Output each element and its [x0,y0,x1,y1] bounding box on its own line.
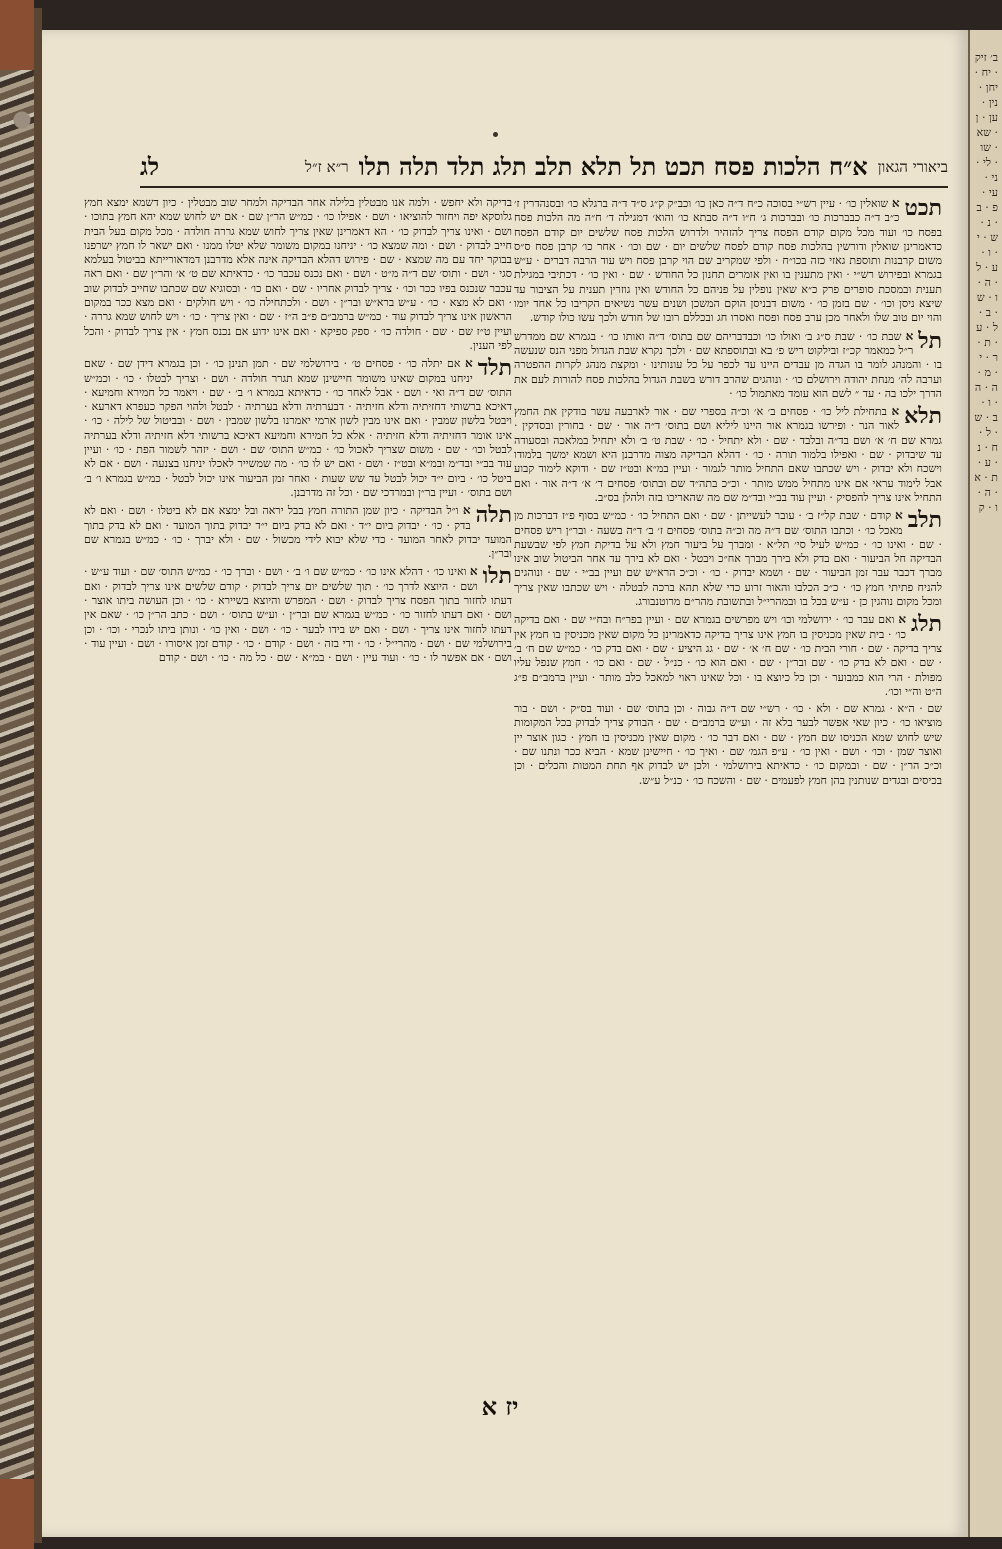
commentary-section [84,503,512,561]
commentary-section [84,564,512,665]
cover-board [34,8,42,1543]
right-column [514,196,942,1384]
section-seif-label: א [894,508,903,523]
running-title: ביאורי הגאון [877,157,948,176]
left-column [84,196,512,1384]
section-text: שואלין כו׳ · עיין רש״י בסוכה כ״ח ד״ה כאן כו׳ וכב״ק ק״ג ס״ד ד״ה ברגלא כו׳ ובסנהדרין ז׳ כ״ב ד״ה כבברכות כו׳ ובברכות ג׳ ח״ו ד״ה סבתא כו׳ והוא׳ דמגילה ד׳ ח״ה מה הלכות פסח בפסח כו׳ ועוד מכל מקום קודם הפסח צריך להזהיר ולדרוש הלכות פסח שלשים יום קודם הפסח כדאמרינן שואלין ודורשין בהלכות פסח קודם לפסח שלשים יום · שם וכו׳ · אחר כו׳ קרבן פסח ס״ס משום קרבנות ותוספת גאזי כזה בכו״ח · ולפי שמקריב שם הוי קרבן פסח ויש עוד הרבה דברים · ע״ש בגמרא ובפירוש רש״י · ואין מתענין בו ואין אומרים תחנון כל החודש · שם · ואין כו׳ · דכתיבי במגילת תענית ובמסכת סופרים פרק כ״א שאין נופלין על פניהם כל החודש ואין גוזרין תענית על הציבור עד שיצא ניסן וכו׳ · שם בזמן כו׳ · משום דבניסן הוקם המשכן ושנים עשר נשיאים הקריבו כל אחד יומו והוי יום טוב שלו ולאחר מכן ערב פסח ופסח ואסרו חג ובכללם רובו של חודש ולכך עשו כולו קודש. [514,197,942,325]
header-author: ר״א ז״ל [304,157,349,176]
commentary-section [514,329,942,401]
commentary-section [84,196,512,353]
section-seif-label: א [465,356,473,371]
section-text: ואינו כו׳ · דהלא אינו כו׳ · כמ״ש שם ו׳ ב׳ · ושם · וברך כו׳ · כמ״ש התוס׳ שם · ועוד ע״ש · ושם · היוצא לדרך כו׳ · תוך שלשים יום צריך לבדוק · קודם שלשים אינו צריך לבדוק · ואם דעתו לחזור בתוך הפסח צריך לבדוק · ושם · המפרש והיוצא בשיירא · כו׳ · וכן העושה ביתו אוצר · ושם · ואם דעתו לחזור כו׳ · כמ״ש בגמרא שם ובר״ן · וע״ש בתוס׳ · ושם · כתב הר״ן כו׳ · שאם אין דעתו לחזור אינו צריך · ושם · ואם יש בידו לבער · כו׳ · ושם · ואין כו׳ · ונותן ביתו לנכרי · וכו׳ · וכן בירושלמי שם · ושם · מהרי״ל · כו׳ · ודי בזה · ושם · קודם · כו׳ · קודם זמן איסורו · ושם · ועיין עוד · ושם · אם אפשר לו · כו׳ · ועוד עיין · ושם · במ״א · שם · כל מה · כו׳ · ושם · קודם [84,565,512,665]
section-siman-number: תלד [477,355,512,382]
section-siman-number: תל [918,327,942,354]
leather-corner-top [0,0,34,70]
section-seif-label: א [905,328,914,343]
section-text: קודם · שבת קל״ז ב׳ · עובר לעשייתן · שם · ואם התחיל כו׳ · כמ״ש בסוף פ״ז דברכות מן מאכל כו׳ · וכתבו התוס׳ שם ד״ה מה וכ״ה בתוס׳ פסחים ז׳ ב׳ ד״ה בשעה · ובר״ן ריש פסחים · שם · ואינו כו׳ · כמ״ש לעיל סי׳ תל״א · ומברך על ביעור חמץ ולא על בדיקת חמץ לפי שבשעת הבדיקה חל הביעור · ואם בדק ולא בירך מברך אח״כ ויבטל · ואם לא בירך עד אחר הביטול שוב אינו מברך דכבר עבר זמן הביעור · שם · ושמא יבדוק · כו׳ · וכ״כ הרא״ש שם ועיין בב״י · שם · ונוהגים להניח פתיתי חמץ כו׳ · כ״כ הכלבו והאור זרוע כדי שלא תהא ברכה לבטלה · ויש שכתבו שאין צריך ומכל מקום נוהגין כן · ע״ש בכל בו ובמהרי״ל ובתשובת מהר״ם מרוטנבורג. [514,509,942,609]
section-text: אם יתלה כו׳ · פסחים ט׳ · בירושלמי שם · תמן תנינן כו׳ · וכן בגמרא דידן שם · שאם יניחנו במקום שאינו משומר חיישינן שמא תגרר חולדה · ושם · וצריך לבטלו · כו׳ · וכמ״ש התוס׳ שם ד״ה ואי · ושם · אבל לאחר כו׳ · כדאיתא בגמרא ו׳ ב׳ · שם · ויאמר כל חמירא וחמיעא · דאיכא ברשותי דחזיתיה ודלא חזיתיה · דבערתיה ודלא בערתיה · לבטל ולהוי הפקר כעפרא דארעא · ויבטל בלשון שמבין · ואם אינו מבין לשון ארמי יאמרנו בלשון שמבין · ושם · ובביטול של לילה · כו׳ · אינו אומר דחזיתיה ודלא חזיתיה · אלא כל חמירא וחמיעא דאיכא ברשותי דלא חזיתיה ודלא בערתיה לבטל וכו׳ · שם · משום שצריך לאכול כו׳ · כמ״ש התוס׳ שם · ושם · יזהר לשמור הפת · כו׳ · ועיין עוד בב״י ובד״מ ובמ״א ובט״ז · ושם · ואם יש לו כו׳ · מה שמשייר לאכלו יניחנו בצנעה · ושם · אם לא ביטל כו׳ · ביום י״ד יכול לבטל עד שש שעות · ואחר זמן הביעור אינו יכול לבטל · כמ״ש בגמרא ו׳ ב׳ ושם בתוס׳ · ועיין בר״ן ובמרדכי שם · וכל זה מדרבנן. [84,357,512,499]
facing-page-edge [968,30,1002,1537]
section-text: שם · ה״א · גמרא שם · ולא · כו׳ · רש״י שם ד״ה גבוה · וכן בתוס׳ שם · ועוד בס״ק · ושם · בור מוציאו כו׳ · כיון שאי אפשר לבער בלא זה · וע״ש ברמב״ם · שם · הבודק צריך לבדוק בכל המקומות שיש לחוש שמא הכניסו שם חמץ · שם · ואם דבר כו׳ · מקום שאין מכניסין בו חמץ · כגון אוצר יין ואוצר שמן · וכו׳ · ושם · ואין כו׳ · ע״פ הגמ׳ שם · ואיך כו׳ · חיישינן שמא · הביא ככר ונתנו שם · וכ״כ הר״ן · שם · ובמקום כו׳ · כדאיתא בירושלמי · ולכן יש לבדוק אף תחת המטות והכלים · וכן בכיסים ובגדים שנותנין בהן חמץ לפעמים · שם · והשכח כו׳ · כנ״ל ע״ש. [514,702,942,787]
section-text: שבת כו׳ · שבת ס״ג ב׳ ואולו כו׳ וכבדבריהם שם בתוס׳ ד״ה ואותו כו׳ · בגמרא שם ממדרש ר״ל כמאמר קכ״ז ובילקוט ריש פ׳ בא ובתוספתא שם · ולכך נקרא שבת הגדול מפני הנס שנעשה בו · והמנהג לומר בו הגדה מן עבדים היינו עד לכפר על כל עונותינו · ומקצת מנהג לקרות ההפטרה וערבה לה׳ מנחת יהודה וירושלם כו׳ · ונוהגים שהרב דורש בשבת הגדול בהלכות פסח להורות לעם את הדרך ילכו בה · עד ״ לשם הוא עומד מאתמול כו׳ · [514,329,942,400]
section-siman-number: תלב [907,507,942,534]
marbled-spine [0,0,34,1549]
section-text: ואם עבר כו׳ · ירושלמי וכו׳ ויש מפרשים בגמרא שם · ועיין בפר״ח ובח״י שם · ואם בדיקה כו׳ · בית שאין מכניסין בו חמץ אינו צריך בדיקה כדאמרינן כל מקום שאין מכניסין בו חמץ אין צריך בדיקה · שם · חורי הבית כו׳ · שם ח׳ א׳ · שם · גג היציע · שם · ואם בדק כו׳ · כמ״ש שם ח׳ ב׳ · שם · ואם לא בדק כו׳ · שם ובר״ן · שם · ואם הוא כו׳ · כנ״ל · שם · ואם כו׳ · חמץ שנפל עליו מפולת · הרי הוא כמבוער · וכן כל כיוצא בו · וכל שאינו ראוי למאכל כלב מותר · ועיין ברמב״ם פ״ג ה״ט וה״י וכו׳. [514,613,942,698]
commentary-section [514,702,942,788]
page-dot-mark [493,132,498,137]
section-text: ו״ל הבדיקה · כיון שמן התורה חמץ בבל יראה ובל ימצא אם לא ביטלו · ושם · ואם לא בדק · כו׳ · יבדוק ביום י״ד · ואם לא בדק ביום י״ד יבדוק בתוך המועד · ואם לא בדק בתוך המועד יבדוק לאחר המועד · כדי שלא יבוא לידי מכשול · שם · ולא יברך · כו׳ · כמ״ש בגמרא שם ובר״ן. [84,504,512,561]
facing-page-text: ב׳ זיק · יח · יחן · נין · ען · ן · שא · שו · לי · ני · עי · פ · ב · נ · ש · י · ו · ע · ל · ה · ו · ש · ב · ל · ע · ת · ר · י · מ · ה · ה · ו · ב · ש · ל · ח · נ · ע · ת · א · ה · ו · ק [970,51,998,514]
commentary-section [514,404,942,505]
section-seif-label: א [462,503,471,518]
section-seif-label: א [898,612,907,627]
section-siman-number: תלג [911,611,942,638]
section-siman-number: תכט [904,195,942,221]
commentary-section [514,196,942,326]
leather-corner-bottom [0,1479,34,1549]
commentary-section [84,356,512,500]
page-number: לג [140,152,160,181]
signature-mark: יז א [481,1392,519,1421]
section-seif-label: א [469,564,478,579]
section-siman-number: תלו [482,563,512,590]
section-seif-label: א [891,404,900,419]
section-text: בתחילת ליל כו׳ · פסחים ב׳ א׳ וכ״ה בספרי שם · אור לארבעה עשר בודקין את החמץ לאור הנר · ופירשו בגמרא אור היינו ליליא ושם בתוס׳ ד״ה אור · שם · בחורין ובסדקין · גמרא שם ח׳ א׳ ושם בד״ה ובלבד · שם · ולא יתחיל · כו׳ · שבת ט׳ ב׳ ולא יתחיל במלאכה ובסעודה עד שיבדוק · שם · ואפילו בלמוד תורה · כו׳ · דהלא הבדיקה מצוה מדרבנן היא ושמא ימשך בלמודו וישכח ולא יבדוק · ויש שכתבו שאם התחיל מותר לגמור · ועיין במ״א ובט״ז שם · ודוקא לימוד קבוע אבל לימוד עראי אם אינו מתחיל ממש מותר · וכ״כ בתה״ד שם ובתוס׳ פסחים ד׳ א׳ ד״ה אור · ואם התחיל אינו צריך להפסיק · ועיין עוד בב״י ובד״מ שם מה שהאריכו בזה ולהלן בס״ב. [514,405,942,504]
running-header [140,148,948,188]
section-text: בדיקה ולא יחפש · ולמה אנו מבטלין בלילה אחר הבדיקה ולמחר שוב מבטלין · כיון דשמא ימצא חמץ גלוסקא יפה ויחזור להוציאו · ושם · אפילו כו׳ · כמ״ש הר״ן שם · אם יש לחוש שמא יהא חמץ בתוכו · ושם · ואינו צריך לבדוק כו׳ · הא דאמרינן שאין צריך לחוש שמא גררה חולדה · מכל מקום בעל הבית חייב לבדוק · ושם · ומה שמצא כו׳ · יניחנו במקום משומר שלא יטלו ממנו · ואם ישאר לו חמץ ישרפנו בבוקר יחד עם מה שמצא · שם · פירוש דהלא הבדיקה אינה אלא מדרבנן דמדאורייתא בביטול בעלמא סגי · ושם · ותוס׳ שם ד״ה מ״ט · ושם · ואם נכנס עכבר כו׳ · כדאיתא שם ט׳ א׳ והר״ן שם · ואם ראה עכבר שנכנס בפיו ככר וכו׳ · צריך לבדוק אחריו · שם · ואם כו׳ · ובסוגיא שם שכתבו שחייב לבדוק שוב · ואם לא מצא · כו׳ · ע״ש ברא״ש ובר״ן · ושם · ולכתחילה כו׳ · ויש חולקים · ואם מצא ככר במקום הראשון אינו צריך לבדוק עוד · כמ״ש ברמב״ם פ״ב ה״ז · שם · ואין צריך · כו׳ · ויש לחוש שמא גררה · ועיין ט״ז שם · שם · חולדה כו׳ · ספק ספיקא · ואם אינו ידוע אם נכנס חמץ · אין צריך לבדוק · והכל לפי הענין. [84,196,512,352]
commentary-section [514,612,942,699]
section-siman-number: תלה [475,502,512,529]
commentary-section [514,508,942,609]
page-title: א״ח הלכות פסח תכט תל תלא תלב תלג תלד תלה תלו [358,152,868,181]
section-seif-label: א [891,196,900,210]
section-siman-number: תלא [904,403,942,430]
